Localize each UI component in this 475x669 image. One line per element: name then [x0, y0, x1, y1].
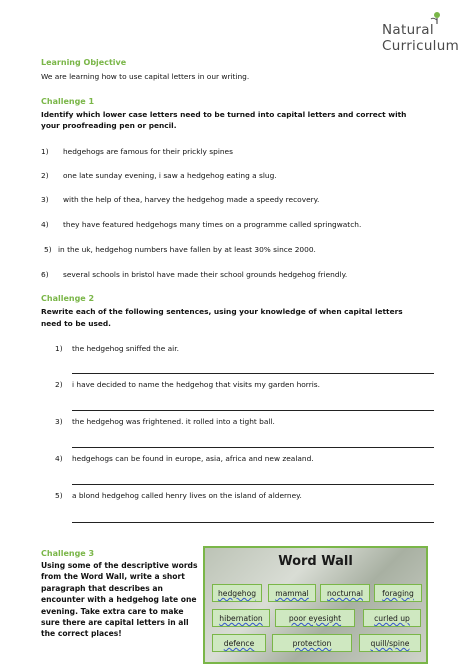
- natural-curriculum-logo: [382, 10, 467, 56]
- challenge1-item: 3) with the help of thea, harvey the hedgehog made a speedy recovery.: [41, 195, 320, 204]
- word-wall-word: hibernation: [212, 609, 270, 627]
- challenge1-item: 5) in the uk, hedgehog numbers have fallen by at least 30% since 2000.: [44, 245, 316, 254]
- answer-line[interactable]: [72, 373, 434, 374]
- word-wall-word: quill/spine: [359, 634, 421, 652]
- challenge1-instruction-line2: your proofreading pen or pencil.: [41, 121, 177, 130]
- challenge2-item: 1) the hedgehog sniffed the air.: [55, 344, 179, 353]
- answer-line[interactable]: [72, 484, 434, 485]
- challenge1-item: 4) they have featured hedgehogs many times on a programme called springwatch.: [41, 220, 362, 229]
- answer-line[interactable]: [72, 410, 434, 411]
- word-wall-panel: [203, 546, 428, 664]
- challenge2-item: 5) a blond hedgehog called henry lives on the island of alderney.: [55, 491, 302, 500]
- word-wall-word: hedgehog: [212, 584, 262, 602]
- challenge1-instruction-line1: Identify which lower case letters need to be turned into capital letters and correct with: [41, 110, 407, 119]
- challenge1-heading: Challenge 1: [41, 97, 95, 106]
- word-wall-word: defence: [212, 634, 266, 652]
- challenge1-item: 2) one late sunday evening, i saw a hedgehog eating a slug.: [41, 171, 277, 180]
- answer-line[interactable]: [72, 522, 434, 523]
- learning-objective-heading: Learning Objective: [41, 58, 127, 67]
- word-wall-title: Word Wall: [278, 554, 353, 569]
- logo-text-curriculum: Curriculum: [382, 38, 460, 54]
- challenge1-item: 6) several schools in bristol have made their school grounds hedgehog friendly.: [41, 270, 348, 279]
- word-wall-word: foraging: [374, 584, 422, 602]
- challenge2-item: 4) hedgehogs can be found in europe, asia, africa and new zealand.: [55, 454, 314, 463]
- challenge1-item: 1) hedgehogs are famous for their prickly spines: [41, 147, 233, 156]
- challenge2-instruction-line1: Rewrite each of the following sentences, using your knowledge of when capital letters: [41, 307, 403, 316]
- word-wall-word: mammal: [268, 584, 316, 602]
- word-wall-word: protection: [272, 634, 352, 652]
- challenge3-heading: Challenge 3: [41, 549, 95, 558]
- word-wall-word: poor eyesight: [275, 609, 355, 627]
- word-wall-word: curled up: [363, 609, 421, 627]
- answer-line[interactable]: [72, 447, 434, 448]
- challenge3-text: Using some of the descriptive words from the Word Wall, write a short paragraph that describes an encounter with a hedgehog late one evening. Take extra care to make sure there are capital letters in all the correct places!: [41, 561, 198, 639]
- learning-objective-text: We are learning how to use capital letters in our writing.: [41, 72, 250, 81]
- logo-text-natural: Natural: [382, 22, 434, 38]
- word-wall-word: nocturnal: [320, 584, 370, 602]
- challenge2-item: 3) the hedgehog was frightened. it rolled into a tight ball.: [55, 417, 275, 426]
- challenge2-heading: Challenge 2: [41, 294, 95, 303]
- challenge2-instruction-line2: need to be used.: [41, 319, 111, 328]
- challenge2-item: 2) i have decided to name the hedgehog that visits my garden horris.: [55, 380, 320, 389]
